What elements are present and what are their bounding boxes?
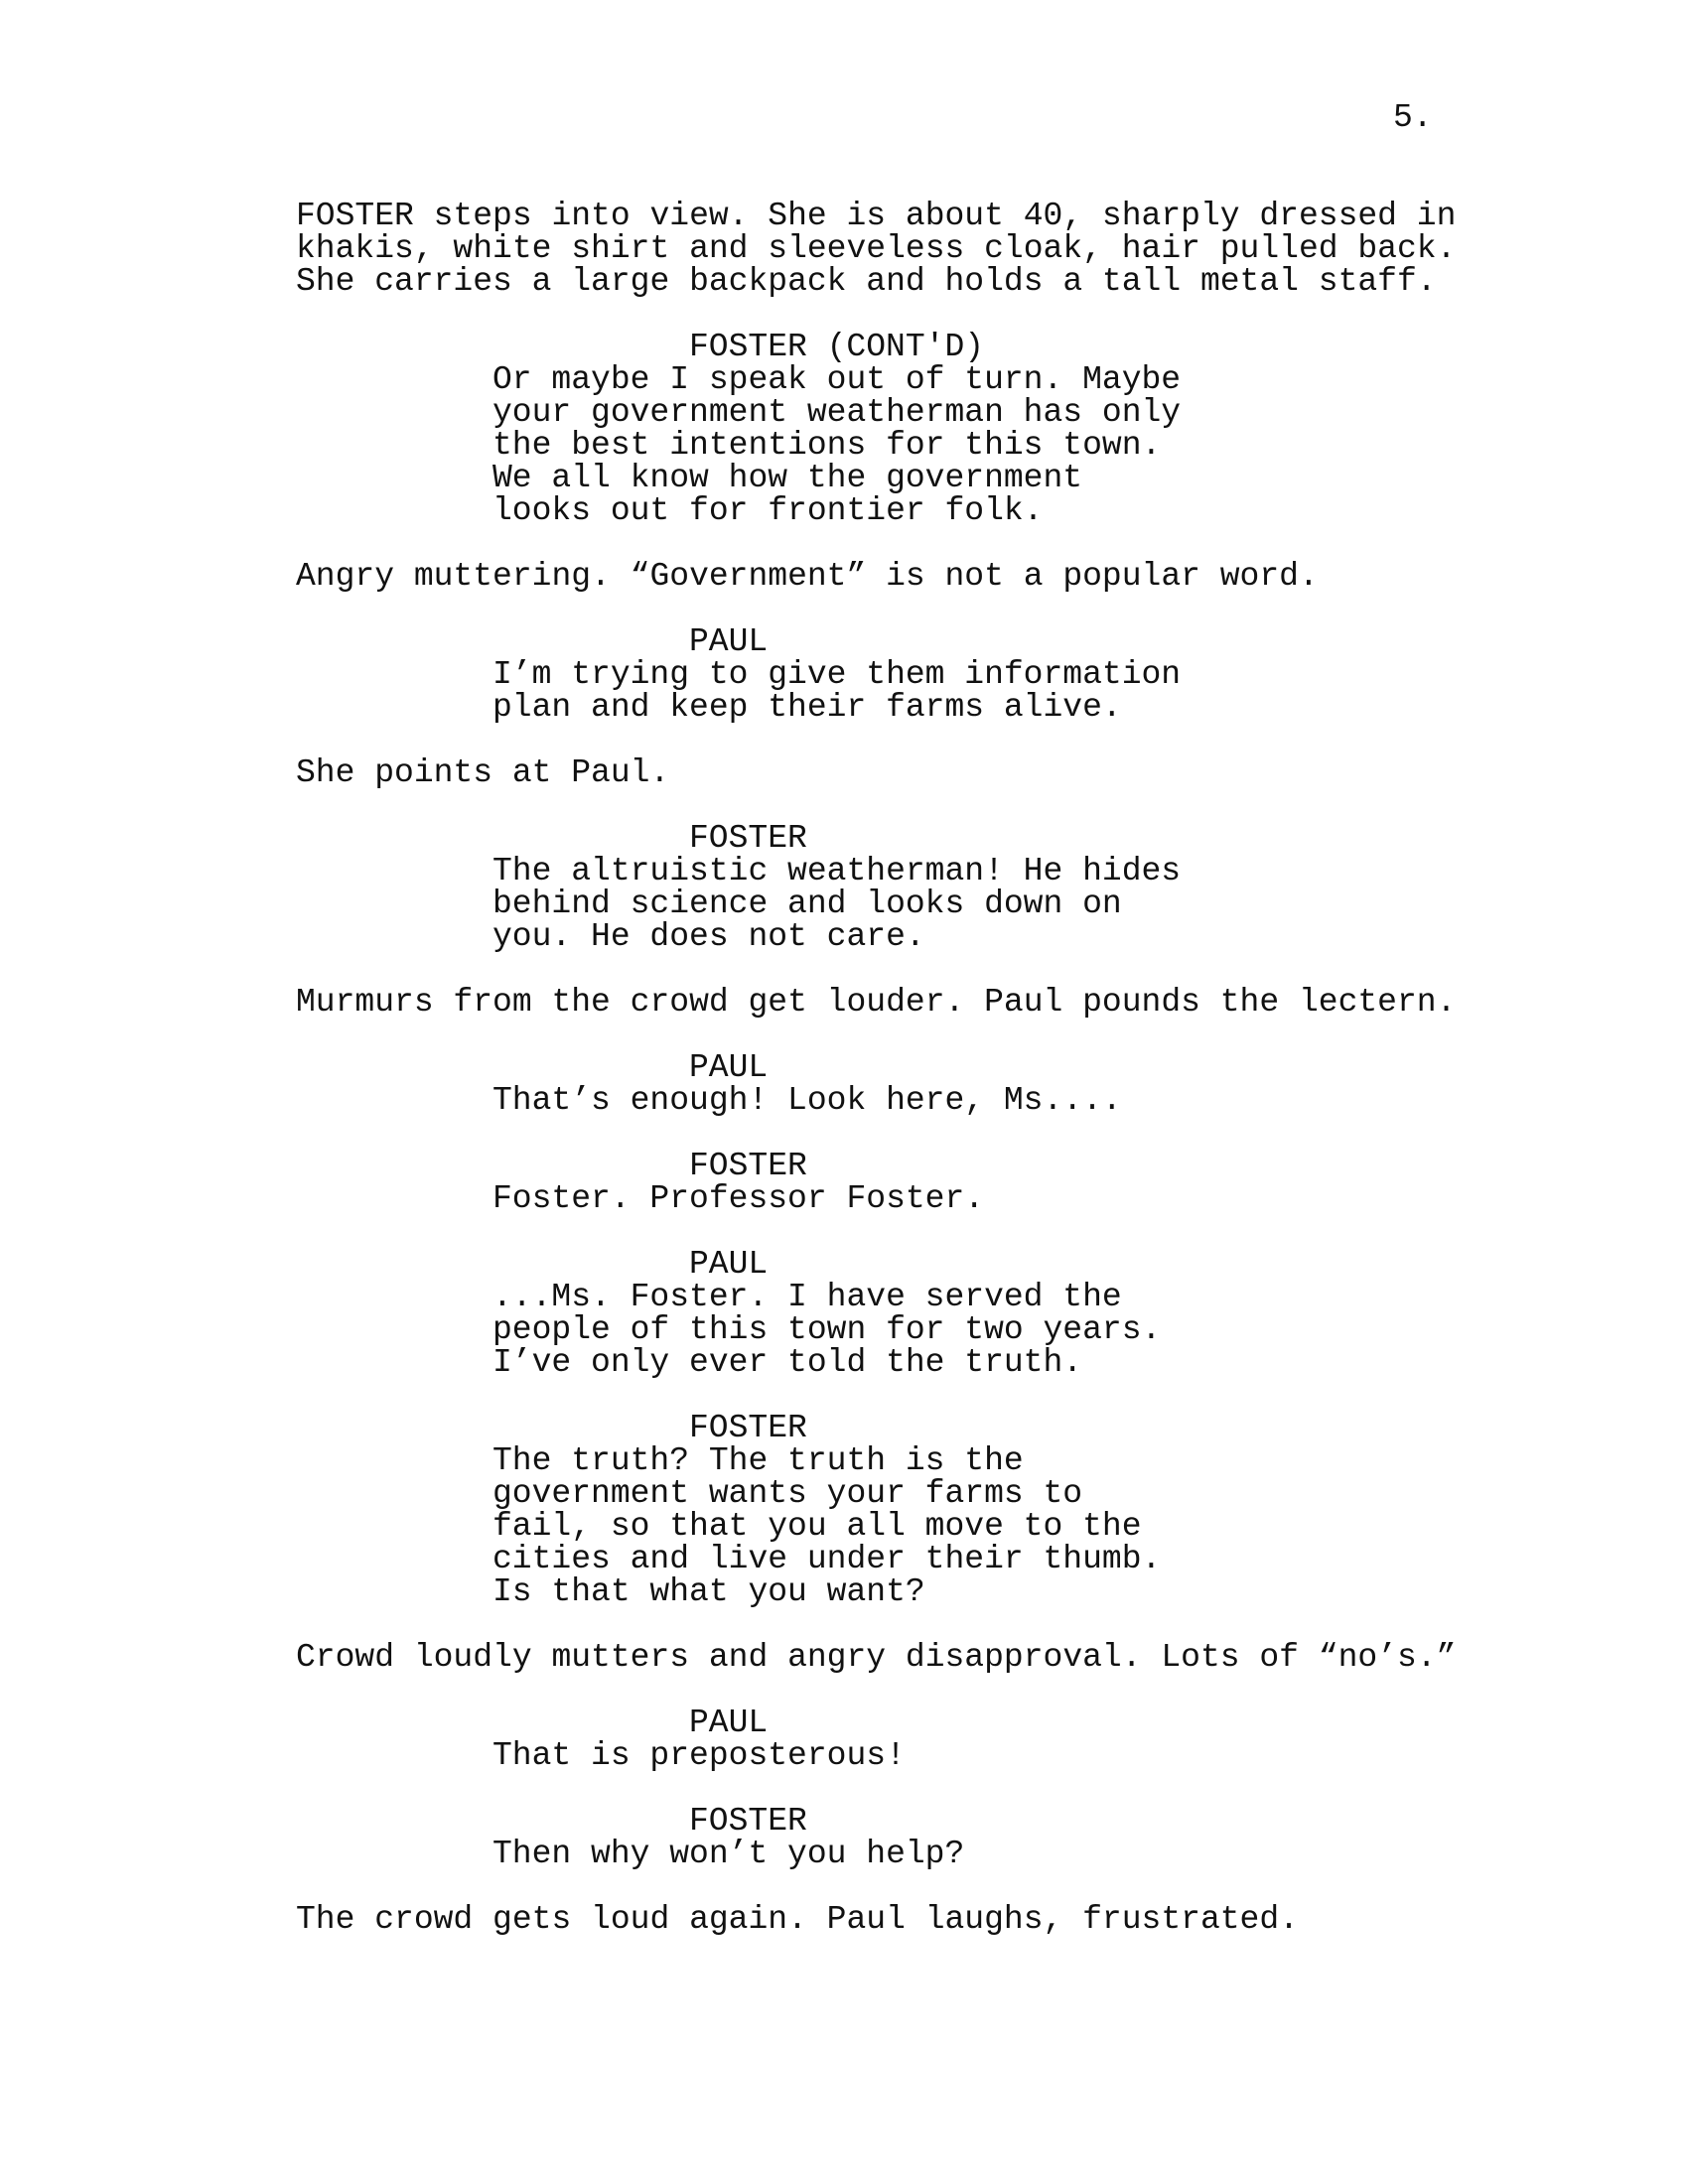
- spacer: [296, 298, 1448, 331]
- spacer: [296, 593, 1448, 625]
- spacer: [296, 953, 1448, 986]
- dialogue-block: [296, 1706, 1448, 1772]
- spacer: [296, 1379, 1448, 1412]
- screenplay-body: [296, 198, 1457, 1938]
- spacer: [296, 724, 1448, 756]
- spacer: [296, 1608, 1448, 1641]
- character-name: FOSTER: [689, 1148, 807, 1184]
- action-line: FOSTER steps into view. She is about 40, sharply dressed in khakis, white shirt and sleeveless cloak, hair pulled back. She carries a large backpack and holds a tall metal staff.: [296, 198, 1457, 300]
- dialogue-block: [296, 1412, 1448, 1608]
- dialogue-block: [296, 331, 1448, 527]
- dialogue-block: [296, 625, 1448, 724]
- dialogue-block: [296, 1805, 1448, 1870]
- spacer: [296, 1772, 1448, 1805]
- character-name: FOSTER: [689, 1410, 807, 1446]
- dialogue-text: The altruistic weatherman! He hides behind science and looks down on you. He does not care.: [492, 853, 1182, 955]
- character-name: PAUL: [689, 623, 769, 660]
- dialogue-text: The truth? The truth is the government wants your farms to fail, so that you all move to the cities and live under their thumb. Is that what you want?: [492, 1442, 1162, 1610]
- action-line: She points at Paul.: [296, 754, 670, 791]
- dialogue-block: [296, 1150, 1448, 1215]
- spacer: [296, 789, 1448, 822]
- character-name: PAUL: [689, 1705, 769, 1741]
- spacer: [296, 1215, 1448, 1248]
- character-name: PAUL: [689, 1049, 769, 1086]
- dialogue-text: That is preposterous!: [492, 1737, 906, 1774]
- character-name: FOSTER: [689, 1803, 807, 1840]
- dialogue-text: Or maybe I speak out of turn. Maybe your government weatherman has only the best intentions for this town. We all know how the government looks out for frontier folk.: [492, 361, 1182, 529]
- dialogue-text: I’m trying to give them information plan and keep their farms alive.: [492, 656, 1182, 726]
- dialogue-block: [296, 822, 1448, 953]
- spacer: [296, 1117, 1448, 1150]
- character-name: FOSTER (CONT'D): [689, 329, 985, 365]
- spacer: [296, 1019, 1448, 1051]
- dialogue-block: [296, 1051, 1448, 1117]
- action-line: Angry muttering. “Government” is not a popular word.: [296, 558, 1319, 595]
- spacer: [296, 527, 1448, 560]
- dialogue-text: Then why won’t you help?: [492, 1836, 965, 1872]
- dialogue-text: ...Ms. Foster. I have served the people of this town for two years. I’ve only ever told the truth.: [492, 1279, 1162, 1381]
- character-name: PAUL: [689, 1246, 769, 1283]
- action-line: Murmurs from the crowd get louder. Paul pounds the lectern.: [296, 984, 1457, 1021]
- page-number: 5.: [1393, 99, 1433, 136]
- spacer: [296, 1674, 1448, 1706]
- dialogue-block: [296, 1248, 1448, 1379]
- spacer: [296, 1870, 1448, 1903]
- action-line: Crowd loudly mutters and angry disapproval. Lots of “no’s.”: [296, 1639, 1457, 1676]
- dialogue-text: That’s enough! Look here, Ms....: [492, 1082, 1122, 1119]
- action-line: The crowd gets loud again. Paul laughs, frustrated.: [296, 1901, 1299, 1938]
- character-name: FOSTER: [689, 820, 807, 857]
- dialogue-text: Foster. Professor Foster.: [492, 1180, 985, 1217]
